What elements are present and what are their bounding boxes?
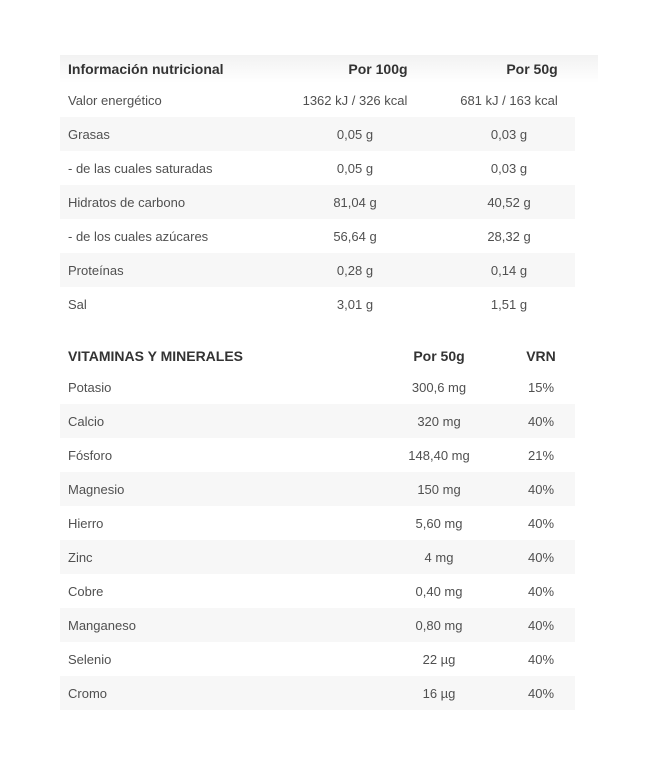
cell-value: 40% — [527, 617, 555, 633]
cell-label: Hierro — [68, 515, 104, 531]
table-row — [60, 676, 575, 710]
cell-value: 56,64 g — [333, 228, 377, 244]
cell-label: Valor energético — [68, 92, 162, 108]
vitamins-table — [60, 342, 575, 710]
cell-value: 0,05 g — [336, 160, 374, 176]
cell-value: 0,14 g — [490, 262, 528, 278]
cell-value: 40% — [527, 549, 555, 565]
cell-label: Zinc — [68, 549, 93, 565]
cell-value: 15% — [527, 379, 555, 395]
cell-value: 148,40 mg — [408, 447, 470, 463]
table-row — [60, 438, 575, 472]
cell-value: 3,01 g — [336, 296, 374, 312]
cell-value: 300,6 mg — [411, 379, 467, 395]
cell-value: 81,04 g — [333, 194, 377, 210]
cell-value: 1362 kJ / 326 kcal — [302, 92, 408, 108]
cell-label: Grasas — [68, 126, 110, 142]
cell-value: 0,05 g — [336, 126, 374, 142]
table-row — [60, 151, 575, 185]
header-label: VITAMINAS Y MINERALES — [68, 348, 244, 364]
table-row — [60, 253, 575, 287]
table-row — [60, 608, 575, 642]
cell-value: 320 mg — [417, 413, 461, 429]
cell-label: - de los cuales azúcares — [68, 228, 209, 244]
cell-label: Hidratos de carbono — [68, 194, 186, 210]
header-per-50g: Por 50g — [506, 61, 558, 77]
table-row — [60, 219, 575, 253]
header-per-100g: Por 100g — [348, 61, 408, 77]
cell-label: - de las cuales saturadas — [68, 160, 213, 176]
cell-value: 16 µg — [422, 685, 456, 701]
cell-label: Manganeso — [68, 617, 136, 633]
cell-value: 0,03 g — [490, 160, 528, 176]
header-per-50g: Por 50g — [413, 348, 465, 364]
cell-value: 5,60 mg — [415, 515, 463, 531]
table-row — [60, 83, 575, 117]
table-row — [60, 117, 575, 151]
table-row — [60, 642, 575, 676]
cell-value: 40% — [527, 583, 555, 599]
table-row — [60, 472, 575, 506]
cell-label: Cobre — [68, 583, 104, 599]
cell-label: Potasio — [68, 379, 112, 395]
table-row — [60, 370, 575, 404]
vitamins-header — [60, 342, 575, 370]
cell-value: 150 mg — [417, 481, 461, 497]
cell-value: 0,28 g — [336, 262, 374, 278]
cell-value: 0,80 mg — [415, 617, 463, 633]
cell-value: 22 µg — [422, 651, 456, 667]
header-vrn: VRN — [526, 348, 556, 364]
nutrition-table — [60, 55, 575, 321]
cell-label: Selenio — [68, 651, 112, 667]
cell-value: 40% — [527, 685, 555, 701]
table-row — [60, 574, 575, 608]
cell-label: Cromo — [68, 685, 108, 701]
cell-label: Calcio — [68, 413, 105, 429]
cell-value: 40% — [527, 413, 555, 429]
cell-value: 40% — [527, 515, 555, 531]
cell-value: 0,40 mg — [415, 583, 463, 599]
cell-value: 40% — [527, 651, 555, 667]
nutrition-header — [60, 55, 598, 83]
cell-label: Sal — [68, 296, 87, 312]
table-row — [60, 287, 575, 321]
table-row — [60, 185, 575, 219]
table-row — [60, 540, 575, 574]
cell-value: 28,32 g — [487, 228, 531, 244]
cell-label: Fósforo — [68, 447, 113, 463]
cell-label: Proteínas — [68, 262, 124, 278]
cell-value: 21% — [527, 447, 555, 463]
cell-value: 0,03 g — [490, 126, 528, 142]
cell-value: 681 kJ / 163 kcal — [460, 92, 558, 108]
cell-value: 40% — [527, 481, 555, 497]
cell-label: Magnesio — [68, 481, 125, 497]
cell-value: 40,52 g — [487, 194, 531, 210]
table-row — [60, 506, 575, 540]
table-row — [60, 404, 575, 438]
header-label: Información nutricional — [68, 61, 224, 77]
cell-value: 1,51 g — [490, 296, 528, 312]
cell-value: 4 mg — [424, 549, 454, 565]
